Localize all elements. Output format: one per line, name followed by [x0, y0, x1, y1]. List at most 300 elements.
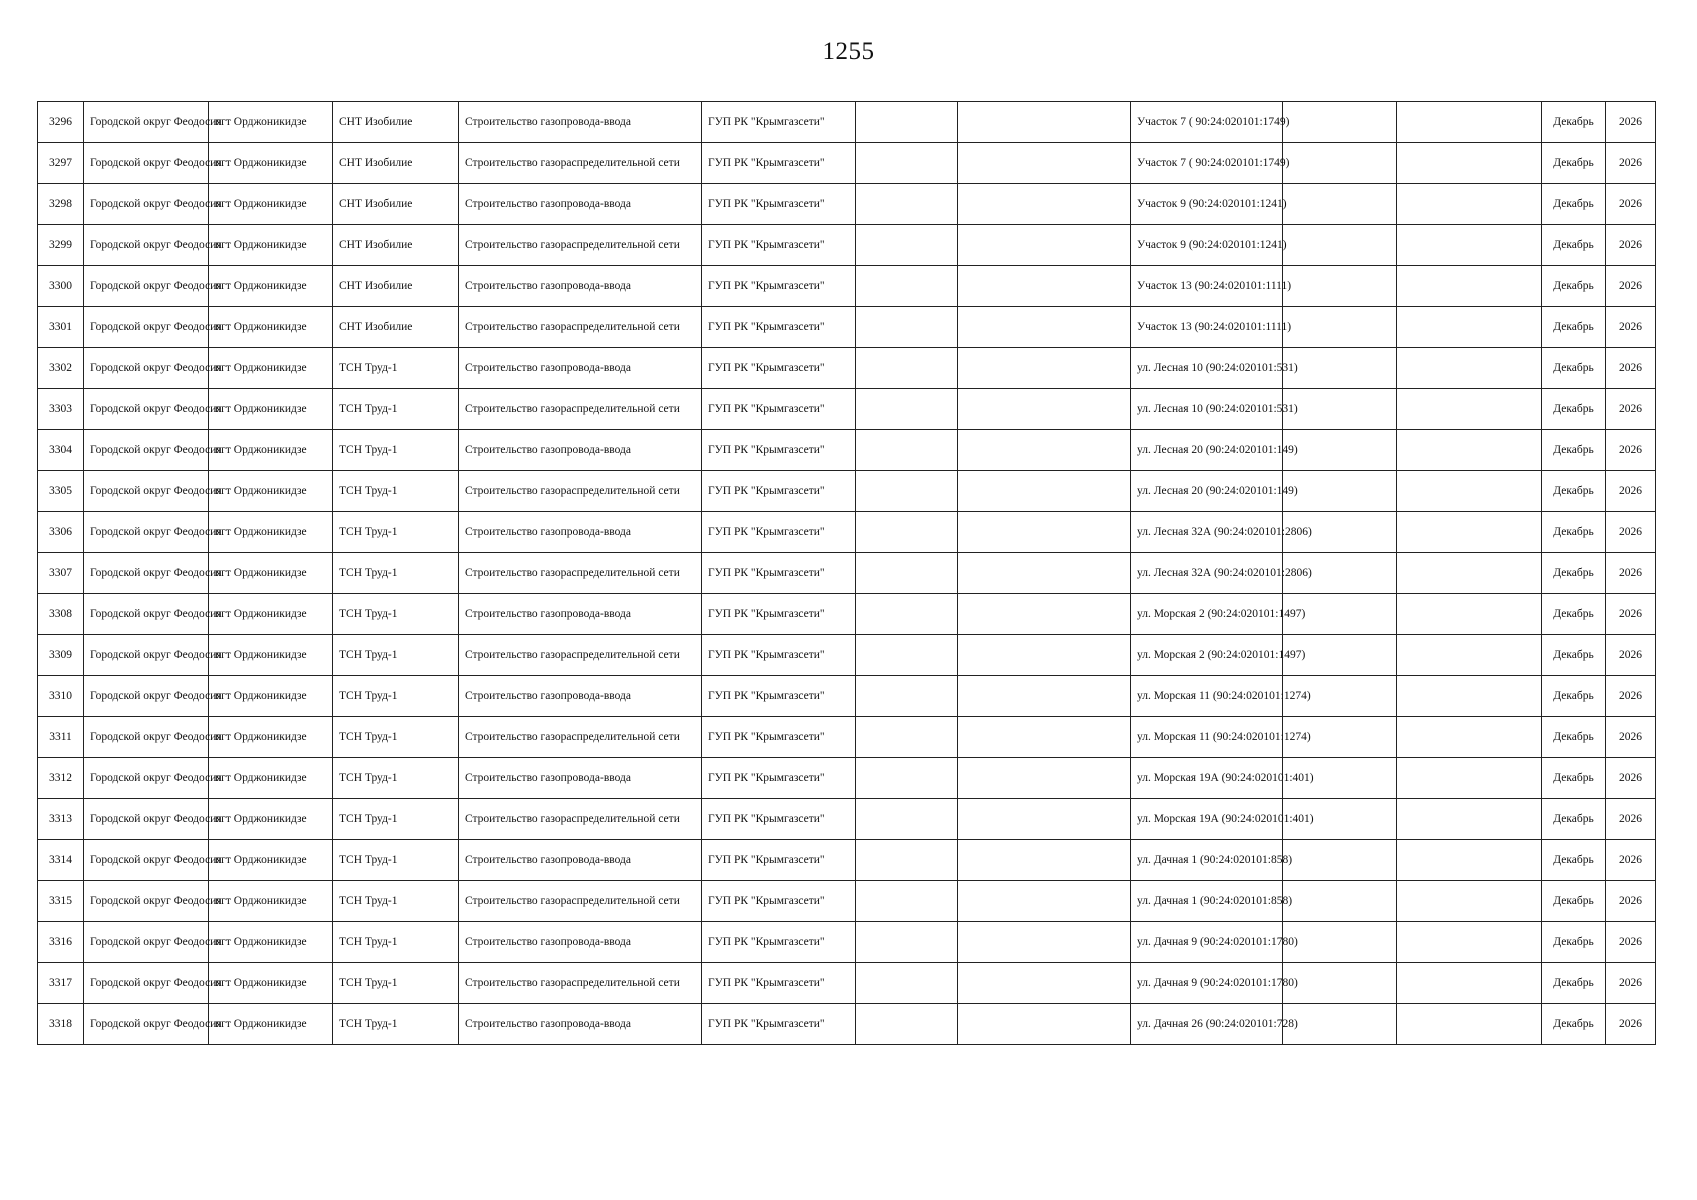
organization-cell: ГУП РК "Крымгазсети"	[702, 1004, 856, 1045]
empty-cell	[1283, 471, 1397, 512]
month-cell: Декабрь	[1542, 881, 1606, 922]
table-row	[38, 512, 1656, 553]
year-cell: 2026	[1606, 840, 1656, 881]
settlement-cell: пгт Орджоникидзе	[209, 881, 333, 922]
partnership-cell: ТСН Труд-1	[333, 512, 459, 553]
work-type-cell: Строительство газораспределительной сети	[459, 635, 702, 676]
table-row	[38, 840, 1656, 881]
work-type-cell: Строительство газораспределительной сети	[459, 225, 702, 266]
empty-cell	[958, 594, 1131, 635]
organization-cell: ГУП РК "Крымгазсети"	[702, 471, 856, 512]
partnership-cell: ТСН Труд-1	[333, 758, 459, 799]
empty-cell	[958, 307, 1131, 348]
address-cell: Участок 9 (90:24:020101:1241)	[1131, 184, 1283, 225]
month-cell: Декабрь	[1542, 389, 1606, 430]
organization-cell: ГУП РК "Крымгазсети"	[702, 840, 856, 881]
empty-cell	[1283, 881, 1397, 922]
address-cell: Участок 13 (90:24:020101:1111)	[1131, 266, 1283, 307]
row-number-cell: 3311	[38, 717, 84, 758]
table-row	[38, 471, 1656, 512]
row-number-cell: 3317	[38, 963, 84, 1004]
partnership-cell: ТСН Труд-1	[333, 594, 459, 635]
year-cell: 2026	[1606, 389, 1656, 430]
year-cell: 2026	[1606, 635, 1656, 676]
empty-cell	[1397, 676, 1542, 717]
partnership-cell: ТСН Труд-1	[333, 717, 459, 758]
month-cell: Декабрь	[1542, 799, 1606, 840]
empty-cell	[856, 266, 958, 307]
address-cell: ул. Морская 2 (90:24:020101:1497)	[1131, 635, 1283, 676]
address-cell: ул. Морская 19А (90:24:020101:401)	[1131, 799, 1283, 840]
organization-cell: ГУП РК "Крымгазсети"	[702, 266, 856, 307]
row-number-cell: 3313	[38, 799, 84, 840]
work-type-cell: Строительство газопровода-ввода	[459, 266, 702, 307]
empty-cell	[958, 266, 1131, 307]
work-type-cell: Строительство газопровода-ввода	[459, 512, 702, 553]
address-cell: ул. Дачная 9 (90:24:020101:1780)	[1131, 922, 1283, 963]
district-cell: Городской округ Феодосия	[84, 594, 209, 635]
row-number-cell: 3300	[38, 266, 84, 307]
district-cell: Городской округ Феодосия	[84, 881, 209, 922]
empty-cell	[856, 594, 958, 635]
address-cell: ул. Лесная 10 (90:24:020101:531)	[1131, 389, 1283, 430]
empty-cell	[856, 348, 958, 389]
organization-cell: ГУП РК "Крымгазсети"	[702, 143, 856, 184]
empty-cell	[1397, 471, 1542, 512]
empty-cell	[856, 471, 958, 512]
row-number-cell: 3306	[38, 512, 84, 553]
settlement-cell: пгт Орджоникидзе	[209, 348, 333, 389]
work-type-cell: Строительство газораспределительной сети	[459, 471, 702, 512]
year-cell: 2026	[1606, 184, 1656, 225]
address-cell: ул. Лесная 10 (90:24:020101:531)	[1131, 348, 1283, 389]
partnership-cell: СНТ Изобилие	[333, 307, 459, 348]
empty-cell	[1397, 102, 1542, 143]
empty-cell	[856, 512, 958, 553]
year-cell: 2026	[1606, 881, 1656, 922]
empty-cell	[1397, 922, 1542, 963]
row-number-cell: 3316	[38, 922, 84, 963]
year-cell: 2026	[1606, 922, 1656, 963]
empty-cell	[856, 1004, 958, 1045]
month-cell: Декабрь	[1542, 594, 1606, 635]
empty-cell	[958, 184, 1131, 225]
address-cell: ул. Морская 11 (90:24:020101:1274)	[1131, 717, 1283, 758]
work-type-cell: Строительство газораспределительной сети	[459, 717, 702, 758]
district-cell: Городской округ Феодосия	[84, 348, 209, 389]
district-cell: Городской округ Феодосия	[84, 840, 209, 881]
partnership-cell: ТСН Труд-1	[333, 553, 459, 594]
empty-cell	[1397, 430, 1542, 471]
address-cell: ул. Дачная 9 (90:24:020101:1780)	[1131, 963, 1283, 1004]
empty-cell	[856, 102, 958, 143]
empty-cell	[1397, 717, 1542, 758]
partnership-cell: ТСН Труд-1	[333, 471, 459, 512]
table-row	[38, 266, 1656, 307]
empty-cell	[856, 963, 958, 1004]
empty-cell	[958, 676, 1131, 717]
year-cell: 2026	[1606, 512, 1656, 553]
empty-cell	[856, 143, 958, 184]
month-cell: Декабрь	[1542, 758, 1606, 799]
empty-cell	[856, 840, 958, 881]
empty-cell	[1283, 348, 1397, 389]
organization-cell: ГУП РК "Крымгазсети"	[702, 389, 856, 430]
month-cell: Декабрь	[1542, 922, 1606, 963]
empty-cell	[1397, 512, 1542, 553]
empty-cell	[1397, 389, 1542, 430]
partnership-cell: ТСН Труд-1	[333, 430, 459, 471]
work-type-cell: Строительство газопровода-ввода	[459, 430, 702, 471]
address-cell: ул. Морская 19А (90:24:020101:401)	[1131, 758, 1283, 799]
table-row	[38, 553, 1656, 594]
partnership-cell: ТСН Труд-1	[333, 840, 459, 881]
table-row	[38, 881, 1656, 922]
empty-cell	[958, 225, 1131, 266]
settlement-cell: пгт Орджоникидзе	[209, 553, 333, 594]
empty-cell	[958, 348, 1131, 389]
row-number-cell: 3312	[38, 758, 84, 799]
month-cell: Декабрь	[1542, 184, 1606, 225]
settlement-cell: пгт Орджоникидзе	[209, 594, 333, 635]
row-number-cell: 3305	[38, 471, 84, 512]
organization-cell: ГУП РК "Крымгазсети"	[702, 553, 856, 594]
district-cell: Городской округ Феодосия	[84, 307, 209, 348]
organization-cell: ГУП РК "Крымгазсети"	[702, 881, 856, 922]
row-number-cell: 3296	[38, 102, 84, 143]
empty-cell	[1397, 348, 1542, 389]
empty-cell	[958, 512, 1131, 553]
table-row	[38, 676, 1656, 717]
year-cell: 2026	[1606, 471, 1656, 512]
empty-cell	[1397, 799, 1542, 840]
month-cell: Декабрь	[1542, 225, 1606, 266]
district-cell: Городской округ Феодосия	[84, 266, 209, 307]
district-cell: Городской округ Феодосия	[84, 635, 209, 676]
empty-cell	[856, 799, 958, 840]
address-cell: ул. Дачная 1 (90:24:020101:858)	[1131, 881, 1283, 922]
empty-cell	[1397, 553, 1542, 594]
table-row	[38, 307, 1656, 348]
district-cell: Городской округ Феодосия	[84, 963, 209, 1004]
partnership-cell: ТСН Труд-1	[333, 922, 459, 963]
district-cell: Городской округ Феодосия	[84, 430, 209, 471]
organization-cell: ГУП РК "Крымгазсети"	[702, 799, 856, 840]
year-cell: 2026	[1606, 348, 1656, 389]
settlement-cell: пгт Орджоникидзе	[209, 143, 333, 184]
work-type-cell: Строительство газопровода-ввода	[459, 594, 702, 635]
empty-cell	[958, 430, 1131, 471]
empty-cell	[856, 881, 958, 922]
district-cell: Городской округ Феодосия	[84, 676, 209, 717]
partnership-cell: ТСН Труд-1	[333, 635, 459, 676]
table-row	[38, 348, 1656, 389]
row-number-cell: 3307	[38, 553, 84, 594]
work-type-cell: Строительство газопровода-ввода	[459, 840, 702, 881]
table-row	[38, 717, 1656, 758]
empty-cell	[1283, 184, 1397, 225]
empty-cell	[1283, 307, 1397, 348]
month-cell: Декабрь	[1542, 348, 1606, 389]
district-cell: Городской округ Феодосия	[84, 143, 209, 184]
settlement-cell: пгт Орджоникидзе	[209, 840, 333, 881]
work-type-cell: Строительство газопровода-ввода	[459, 184, 702, 225]
register-body	[38, 102, 1656, 1045]
settlement-cell: пгт Орджоникидзе	[209, 758, 333, 799]
empty-cell	[1397, 184, 1542, 225]
settlement-cell: пгт Орджоникидзе	[209, 963, 333, 1004]
month-cell: Декабрь	[1542, 266, 1606, 307]
empty-cell	[1283, 266, 1397, 307]
settlement-cell: пгт Орджоникидзе	[209, 512, 333, 553]
partnership-cell: СНТ Изобилие	[333, 143, 459, 184]
year-cell: 2026	[1606, 963, 1656, 1004]
empty-cell	[1397, 307, 1542, 348]
work-type-cell: Строительство газораспределительной сети	[459, 963, 702, 1004]
table-row	[38, 102, 1656, 143]
address-cell: Участок 7 ( 90:24:020101:1749)	[1131, 102, 1283, 143]
year-cell: 2026	[1606, 102, 1656, 143]
district-cell: Городской округ Феодосия	[84, 512, 209, 553]
month-cell: Декабрь	[1542, 840, 1606, 881]
empty-cell	[856, 676, 958, 717]
year-cell: 2026	[1606, 676, 1656, 717]
month-cell: Декабрь	[1542, 963, 1606, 1004]
year-cell: 2026	[1606, 266, 1656, 307]
settlement-cell: пгт Орджоникидзе	[209, 1004, 333, 1045]
empty-cell	[1283, 922, 1397, 963]
row-number-cell: 3304	[38, 430, 84, 471]
row-number-cell: 3302	[38, 348, 84, 389]
empty-cell	[856, 184, 958, 225]
table-row	[38, 922, 1656, 963]
work-type-cell: Строительство газораспределительной сети	[459, 389, 702, 430]
empty-cell	[856, 922, 958, 963]
empty-cell	[1397, 1004, 1542, 1045]
settlement-cell: пгт Орджоникидзе	[209, 676, 333, 717]
row-number-cell: 3303	[38, 389, 84, 430]
work-type-cell: Строительство газопровода-ввода	[459, 758, 702, 799]
address-cell: ул. Морская 2 (90:24:020101:1497)	[1131, 594, 1283, 635]
table-row	[38, 389, 1656, 430]
organization-cell: ГУП РК "Крымгазсети"	[702, 307, 856, 348]
settlement-cell: пгт Орджоникидзе	[209, 184, 333, 225]
empty-cell	[1283, 963, 1397, 1004]
empty-cell	[958, 963, 1131, 1004]
address-cell: ул. Лесная 20 (90:24:020101:149)	[1131, 430, 1283, 471]
work-type-cell: Строительство газораспределительной сети	[459, 799, 702, 840]
work-type-cell: Строительство газопровода-ввода	[459, 1004, 702, 1045]
month-cell: Декабрь	[1542, 676, 1606, 717]
district-cell: Городской округ Феодосия	[84, 717, 209, 758]
empty-cell	[856, 389, 958, 430]
district-cell: Городской округ Феодосия	[84, 1004, 209, 1045]
empty-cell	[958, 1004, 1131, 1045]
organization-cell: ГУП РК "Крымгазсети"	[702, 635, 856, 676]
table-row	[38, 225, 1656, 266]
year-cell: 2026	[1606, 225, 1656, 266]
empty-cell	[958, 553, 1131, 594]
month-cell: Декабрь	[1542, 102, 1606, 143]
row-number-cell: 3299	[38, 225, 84, 266]
district-cell: Городской округ Феодосия	[84, 553, 209, 594]
district-cell: Городской округ Феодосия	[84, 799, 209, 840]
year-cell: 2026	[1606, 594, 1656, 635]
empty-cell	[1283, 430, 1397, 471]
month-cell: Декабрь	[1542, 553, 1606, 594]
settlement-cell: пгт Орджоникидзе	[209, 307, 333, 348]
work-type-cell: Строительство газораспределительной сети	[459, 881, 702, 922]
address-cell: ул. Лесная 32А (90:24:020101:2806)	[1131, 512, 1283, 553]
organization-cell: ГУП РК "Крымгазсети"	[702, 758, 856, 799]
month-cell: Декабрь	[1542, 1004, 1606, 1045]
month-cell: Декабрь	[1542, 471, 1606, 512]
table-row	[38, 430, 1656, 471]
table-row	[38, 143, 1656, 184]
partnership-cell: СНТ Изобилие	[333, 266, 459, 307]
empty-cell	[958, 799, 1131, 840]
organization-cell: ГУП РК "Крымгазсети"	[702, 717, 856, 758]
gasification-register-table	[37, 101, 1656, 1045]
address-cell: ул. Дачная 1 (90:24:020101:858)	[1131, 840, 1283, 881]
work-type-cell: Строительство газораспределительной сети	[459, 553, 702, 594]
empty-cell	[1397, 963, 1542, 1004]
empty-cell	[856, 225, 958, 266]
table-row	[38, 184, 1656, 225]
address-cell: ул. Дачная 26 (90:24:020101:728)	[1131, 1004, 1283, 1045]
district-cell: Городской округ Феодосия	[84, 184, 209, 225]
empty-cell	[1283, 1004, 1397, 1045]
address-cell: Участок 13 (90:24:020101:1111)	[1131, 307, 1283, 348]
empty-cell	[1283, 389, 1397, 430]
empty-cell	[856, 635, 958, 676]
table-row	[38, 594, 1656, 635]
row-number-cell: 3309	[38, 635, 84, 676]
month-cell: Декабрь	[1542, 430, 1606, 471]
empty-cell	[856, 758, 958, 799]
partnership-cell: ТСН Труд-1	[333, 348, 459, 389]
empty-cell	[856, 553, 958, 594]
settlement-cell: пгт Орджоникидзе	[209, 389, 333, 430]
row-number-cell: 3308	[38, 594, 84, 635]
empty-cell	[958, 102, 1131, 143]
empty-cell	[1397, 266, 1542, 307]
year-cell: 2026	[1606, 1004, 1656, 1045]
organization-cell: ГУП РК "Крымгазсети"	[702, 430, 856, 471]
empty-cell	[1283, 840, 1397, 881]
settlement-cell: пгт Орджоникидзе	[209, 799, 333, 840]
year-cell: 2026	[1606, 717, 1656, 758]
organization-cell: ГУП РК "Крымгазсети"	[702, 184, 856, 225]
partnership-cell: СНТ Изобилие	[333, 225, 459, 266]
row-number-cell: 3310	[38, 676, 84, 717]
partnership-cell: СНТ Изобилие	[333, 102, 459, 143]
partnership-cell: ТСН Труд-1	[333, 389, 459, 430]
empty-cell	[1397, 635, 1542, 676]
address-cell: ул. Морская 11 (90:24:020101:1274)	[1131, 676, 1283, 717]
month-cell: Декабрь	[1542, 143, 1606, 184]
empty-cell	[958, 922, 1131, 963]
year-cell: 2026	[1606, 307, 1656, 348]
empty-cell	[856, 717, 958, 758]
page-number: 1255	[822, 38, 875, 65]
empty-cell	[856, 307, 958, 348]
month-cell: Декабрь	[1542, 512, 1606, 553]
empty-cell	[958, 635, 1131, 676]
empty-cell	[958, 717, 1131, 758]
organization-cell: ГУП РК "Крымгазсети"	[702, 676, 856, 717]
partnership-cell: ТСН Труд-1	[333, 799, 459, 840]
settlement-cell: пгт Орджоникидзе	[209, 922, 333, 963]
empty-cell	[856, 430, 958, 471]
settlement-cell: пгт Орджоникидзе	[209, 717, 333, 758]
organization-cell: ГУП РК "Крымгазсети"	[702, 594, 856, 635]
work-type-cell: Строительство газопровода-ввода	[459, 102, 702, 143]
district-cell: Городской округ Феодосия	[84, 225, 209, 266]
partnership-cell: ТСН Труд-1	[333, 676, 459, 717]
organization-cell: ГУП РК "Крымгазсети"	[702, 922, 856, 963]
row-number-cell: 3318	[38, 1004, 84, 1045]
empty-cell	[958, 881, 1131, 922]
settlement-cell: пгт Орджоникидзе	[209, 102, 333, 143]
row-number-cell: 3301	[38, 307, 84, 348]
district-cell: Городской округ Феодосия	[84, 758, 209, 799]
empty-cell	[1397, 840, 1542, 881]
row-number-cell: 3298	[38, 184, 84, 225]
district-cell: Городской округ Феодосия	[84, 389, 209, 430]
empty-cell	[958, 840, 1131, 881]
year-cell: 2026	[1606, 799, 1656, 840]
address-cell: Участок 7 ( 90:24:020101:1749)	[1131, 143, 1283, 184]
table-row	[38, 963, 1656, 1004]
empty-cell	[1397, 225, 1542, 266]
organization-cell: ГУП РК "Крымгазсети"	[702, 348, 856, 389]
settlement-cell: пгт Орджоникидзе	[209, 266, 333, 307]
row-number-cell: 3315	[38, 881, 84, 922]
year-cell: 2026	[1606, 143, 1656, 184]
partnership-cell: ТСН Труд-1	[333, 963, 459, 1004]
row-number-cell: 3297	[38, 143, 84, 184]
year-cell: 2026	[1606, 553, 1656, 594]
empty-cell	[1397, 594, 1542, 635]
partnership-cell: ТСН Труд-1	[333, 1004, 459, 1045]
settlement-cell: пгт Орджоникидзе	[209, 471, 333, 512]
empty-cell	[1397, 143, 1542, 184]
district-cell: Городской округ Феодосия	[84, 471, 209, 512]
empty-cell	[1283, 143, 1397, 184]
settlement-cell: пгт Орджоникидзе	[209, 225, 333, 266]
settlement-cell: пгт Орджоникидзе	[209, 635, 333, 676]
table-row	[38, 799, 1656, 840]
organization-cell: ГУП РК "Крымгазсети"	[702, 102, 856, 143]
empty-cell	[1397, 881, 1542, 922]
empty-cell	[1283, 102, 1397, 143]
organization-cell: ГУП РК "Крымгазсети"	[702, 512, 856, 553]
settlement-cell: пгт Орджоникидзе	[209, 430, 333, 471]
year-cell: 2026	[1606, 758, 1656, 799]
work-type-cell: Строительство газопровода-ввода	[459, 676, 702, 717]
month-cell: Декабрь	[1542, 635, 1606, 676]
empty-cell	[958, 389, 1131, 430]
month-cell: Декабрь	[1542, 307, 1606, 348]
district-cell: Городской округ Феодосия	[84, 922, 209, 963]
organization-cell: ГУП РК "Крымгазсети"	[702, 963, 856, 1004]
table-row	[38, 635, 1656, 676]
month-cell: Декабрь	[1542, 717, 1606, 758]
work-type-cell: Строительство газораспределительной сети	[459, 307, 702, 348]
partnership-cell: СНТ Изобилие	[333, 184, 459, 225]
year-cell: 2026	[1606, 430, 1656, 471]
